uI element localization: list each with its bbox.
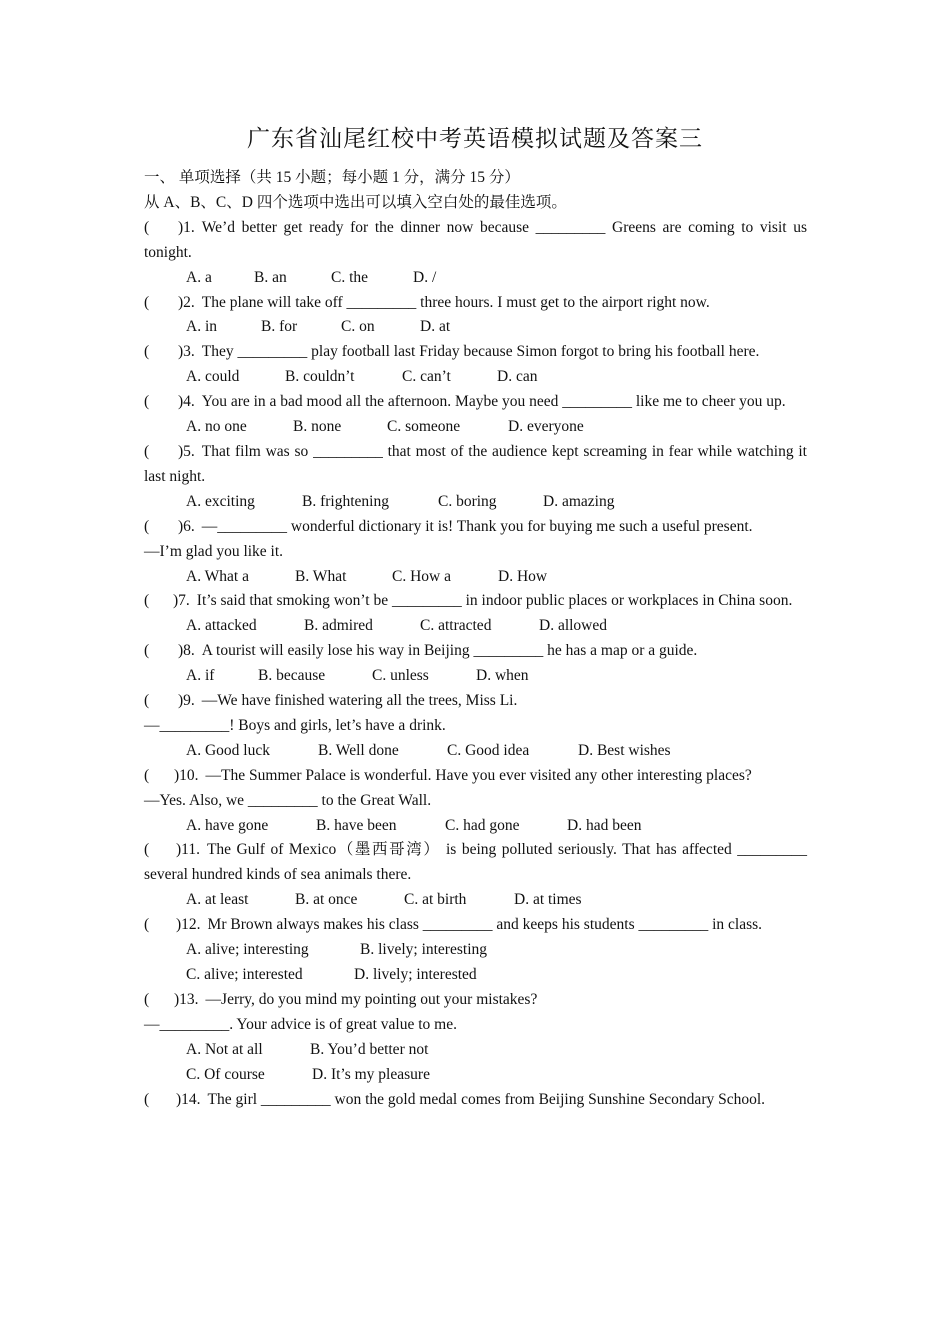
option-d: D. amazing — [543, 492, 615, 510]
question-text: —The Summer Palace is wonderful. Have you ever visited any other interesting places? — [205, 766, 752, 784]
options-row — [144, 1063, 807, 1088]
options-row — [144, 315, 807, 340]
option-b: B. because — [258, 667, 326, 685]
option-a: A. exciting — [186, 492, 255, 510]
answer-blank[interactable]: ( — [144, 442, 150, 460]
option-a: A. alive; interesting — [186, 941, 309, 959]
answer-blank[interactable]: ( — [144, 343, 150, 361]
question-number: )6. — [178, 517, 195, 535]
option-c: C. someone — [387, 418, 461, 436]
option-a: A. could — [186, 368, 240, 386]
answer-blank[interactable]: ( — [144, 393, 150, 411]
question-14 — [144, 1088, 807, 1113]
question-text: They _________ play football last Friday because Simon forgot to bring his football here. — [201, 343, 760, 361]
option-b: B. couldn’t — [285, 368, 355, 386]
option-d: D. when — [476, 667, 529, 685]
question-number: )4. — [178, 393, 195, 411]
option-c: C. on — [341, 318, 375, 336]
question-number: )14. — [176, 1090, 201, 1108]
option-d: D. lively; interested — [354, 966, 477, 983]
page-title: 广东省汕尾红校中考英语模拟试题及答案三 — [247, 126, 703, 151]
question-text: —_________ wonderful dictionary it is! Thank you for buying me such a useful present. — [201, 517, 753, 535]
options-row — [144, 888, 807, 913]
question-9 — [144, 689, 807, 714]
option-b: B. frightening — [302, 492, 389, 510]
question-number: )13. — [174, 990, 199, 1008]
option-c: C. the — [331, 268, 369, 286]
option-b: B. What — [295, 567, 347, 585]
question-text: You are in a bad mood all the afternoon. Maybe you need _________ like me to cheer you up. — [201, 393, 786, 411]
question-text: It’s said that smoking won’t be _________ in indoor public places or workplaces in China soon. — [196, 592, 793, 610]
answer-blank[interactable]: ( — [144, 293, 150, 311]
question-4 — [144, 390, 807, 415]
dialog-reply: —I’m glad you like it. — [144, 542, 284, 560]
options-row — [144, 365, 807, 390]
answer-blank[interactable]: ( — [144, 841, 150, 859]
question-number: )8. — [178, 642, 195, 660]
option-b: B. none — [293, 418, 342, 436]
options-row — [144, 664, 807, 689]
question-1 — [144, 216, 807, 266]
question-number: )9. — [178, 692, 195, 710]
question-text: The Gulf of Mexico（墨西哥湾） is being polluted seriously. That has affected _________ several hundred kinds of sea animals there. — [144, 841, 807, 884]
answer-blank[interactable]: ( — [144, 692, 150, 710]
option-b: B. an — [254, 268, 287, 286]
option-b: B. lively; interesting — [360, 941, 487, 959]
option-d: D. allowed — [539, 617, 608, 635]
dialog-reply: —_________! Boys and girls, let’s have a drink. — [144, 716, 446, 734]
question-number: )12. — [176, 916, 201, 934]
option-d: D. at — [420, 318, 451, 336]
answer-blank[interactable]: ( — [144, 1090, 150, 1108]
options-row — [144, 415, 807, 440]
option-c: C. unless — [372, 667, 429, 685]
option-d: D. everyone — [508, 418, 584, 436]
option-d: D. It’s my pleasure — [312, 1065, 430, 1083]
option-a: A. no one — [186, 418, 247, 436]
question-number: )10. — [174, 766, 199, 784]
options-row — [144, 963, 807, 988]
option-a: A. What a — [186, 567, 249, 585]
section-instruction: 从 A、B、C、D 四个选项中选出可以填入空白处的最佳选项。 — [144, 193, 567, 211]
option-b: B. at once — [295, 891, 358, 909]
question-text: Mr Brown always makes his class _________ and keeps his students _________ in class. — [207, 916, 763, 934]
answer-blank[interactable]: ( — [144, 766, 150, 784]
option-d: D. had been — [567, 816, 642, 834]
option-d: D. How — [498, 567, 548, 585]
option-a: A. attacked — [186, 617, 257, 635]
option-a: A. Not at all — [186, 1040, 263, 1058]
option-b: B. admired — [304, 617, 373, 635]
options-row — [144, 490, 807, 515]
option-c: C. How a — [392, 567, 451, 585]
option-a: A. have gone — [186, 816, 269, 834]
options-row — [144, 266, 807, 291]
option-b: B. for — [261, 318, 298, 336]
options-row — [144, 1038, 807, 1063]
option-c: C. can’t — [402, 368, 451, 386]
option-a: A. if — [186, 667, 215, 685]
option-d: D. Best wishes — [578, 741, 671, 759]
question-7 — [144, 589, 807, 614]
question-6 — [144, 515, 807, 540]
question-text: We’d better get ready for the dinner now because _________ Greens are coming to visit us tonight. — [144, 218, 807, 261]
question-text: —Jerry, do you mind my pointing out your mistakes? — [205, 990, 538, 1008]
option-c: C. at birth — [404, 891, 467, 909]
question-3 — [144, 340, 807, 365]
option-a: A. in — [186, 318, 217, 336]
option-d: D. can — [497, 368, 538, 386]
answer-blank[interactable]: ( — [144, 218, 150, 236]
question-number: )5. — [178, 442, 195, 460]
option-a: A. a — [186, 268, 212, 286]
question-number: )7. — [173, 592, 190, 610]
question-11 — [144, 838, 807, 888]
option-a: A. at least — [186, 891, 249, 909]
dialog-reply: —Yes. Also, we _________ to the Great Wall. — [144, 791, 432, 809]
section-heading: 一、 单项选择（共 15 小题；每小题 1 分，满分 15 分） — [144, 169, 520, 186]
question-text: —We have finished watering all the trees, Miss Li. — [201, 692, 518, 710]
option-b: B. You’d better not — [310, 1040, 429, 1058]
dialog-reply: —_________. Your advice is of great value to me. — [144, 1015, 457, 1033]
question-8 — [144, 639, 807, 664]
option-b: B. have been — [316, 816, 397, 834]
option-d: D. at times — [514, 891, 582, 909]
answer-blank[interactable]: ( — [144, 916, 150, 934]
question-text: A tourist will easily lose his way in Beijing _________ he has a map or a guide. — [201, 642, 698, 660]
question-13 — [144, 988, 807, 1013]
question-number: )2. — [178, 293, 195, 311]
question-text: That film was so _________ that most of the audience kept screaming in fear while watching it last night. — [144, 442, 807, 485]
options-row — [144, 739, 807, 764]
question-number: )1. — [178, 218, 195, 236]
option-c: C. attracted — [420, 617, 492, 635]
answer-blank[interactable]: ( — [144, 517, 150, 535]
option-b: B. Well done — [318, 741, 399, 759]
answer-blank[interactable]: ( — [144, 592, 150, 610]
option-a: A. Good luck — [186, 741, 270, 759]
answer-blank[interactable]: ( — [144, 990, 150, 1008]
option-c: C. Of course — [186, 1065, 265, 1083]
question-text: The girl _________ won the gold medal comes from Beijing Sunshine Secondary School. — [207, 1090, 766, 1108]
options-row — [144, 938, 807, 963]
option-c: C. alive; interested — [186, 966, 303, 983]
option-c: C. Good idea — [447, 741, 530, 759]
options-row — [144, 614, 807, 639]
options-row — [144, 814, 807, 839]
question-5 — [144, 440, 807, 490]
question-10 — [144, 764, 807, 789]
option-c: C. had gone — [445, 816, 520, 834]
options-row — [144, 565, 807, 590]
option-c: C. boring — [438, 492, 497, 510]
exam-content — [144, 166, 807, 1112]
question-12 — [144, 913, 807, 938]
question-number: )3. — [178, 343, 195, 361]
question-number: )11. — [176, 841, 200, 859]
question-text: The plane will take off _________ three hours. I must get to the airport right now. — [201, 293, 710, 311]
answer-blank[interactable]: ( — [144, 642, 150, 660]
question-2 — [144, 291, 807, 316]
option-d: D. / — [413, 268, 437, 286]
